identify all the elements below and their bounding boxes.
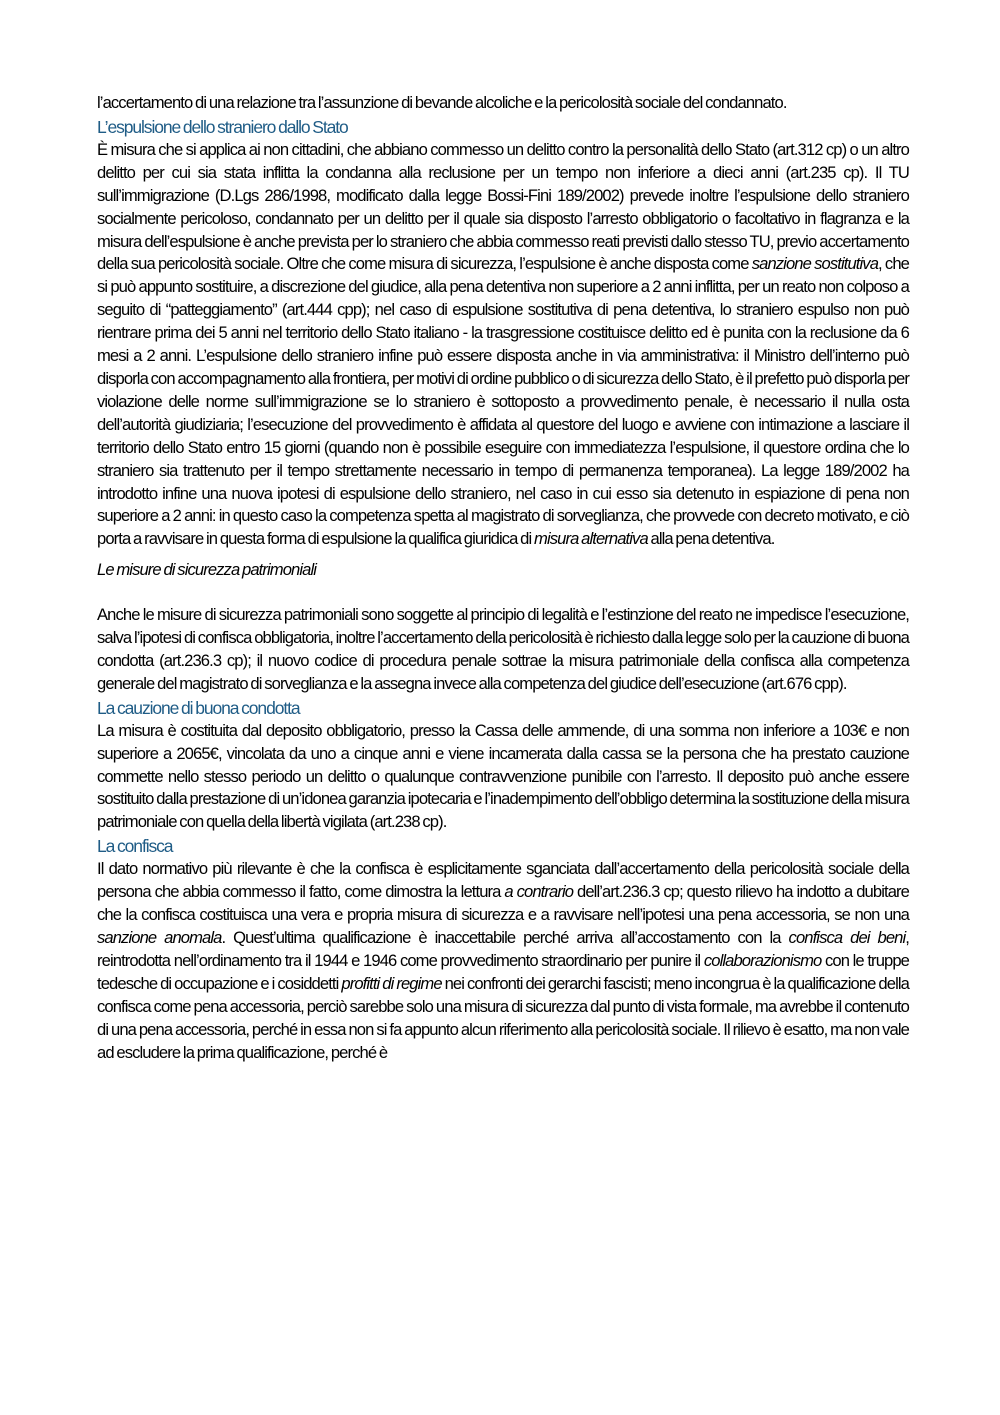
emphasis-profitti-di-regime: profitti di regime bbox=[341, 973, 442, 993]
text-run: Il dato normativo più rilevante è che la confisca è esplicitamente sganciata dall’accertamento della pericolosità sociale della persona che abbia commesso il fatto, come dimostra la lettura bbox=[97, 859, 909, 902]
emphasis-sanzione-sostitutiva: sanzione sostitutiva bbox=[751, 254, 879, 274]
cauzione-paragraph: La misura è costituita dal deposito obbligatorio, presso la Cassa delle ammende, di una somma non inferiore a 103€ e non superiore a 2065€, vincolata da uno a cinque anni e viene incamerata dalla cassa se la persona che ha prestato cauzione commette nello stesso periodo un delitto o qualunque contravvenzione punibile con l’arresto. Il deposito può anche essere sostituito dalla prestazione di un’idonea garanzia ipotecaria e l’inadempimento dell’obbligo determina la sostituzione della misura patrimoniale con quella della libertà vigilata (art.238 cp). bbox=[97, 720, 909, 832]
emphasis-misura-alternativa: misura alternativa bbox=[534, 529, 648, 549]
emphasis-collaborazionismo: collaborazionismo bbox=[703, 950, 822, 970]
section-heading-cauzione: La cauzione di buona condotta bbox=[97, 697, 300, 718]
espulsione-paragraph bbox=[97, 139, 909, 551]
intro-paragraph: l’accertamento di una relazione tra l’assunzione di bevande alcoliche e la pericolosità sociale del condannato. bbox=[97, 93, 787, 112]
text-run: , reintrodotta nell’ordinamento tra il 1944 e 1946 come provvedimento straordinario per punire il bbox=[97, 928, 910, 970]
text-run: dell’art.236.3 cp; questo rilievo ha indotto a dubitare che la confisca costituisca una vera e propria misura di sicurezza e a ravvisare nell’ipotesi una pena accessoria, se non una bbox=[97, 882, 909, 925]
text-run: . Quest’ultima qualificazione è inaccettabile perché arriva all’accostamento con la bbox=[221, 928, 789, 947]
emphasis-a-contrario: a contrario bbox=[504, 882, 574, 902]
text-run: con le truppe tedesche di occupazione e i cosiddetti bbox=[97, 950, 910, 993]
confisca-paragraph bbox=[97, 858, 909, 1064]
patrimoniali-paragraph: Anche le misure di sicurezza patrimoniali sono soggette al principio di legalità e l’estinzione del reato ne impedisce l’esecuzione, salva l’ipotesi di confisca obbligatoria, inoltre l’accertamento della pericolosità è richiesto dalla legge solo per la cauzione di buona condotta (art.236.3 cp); il nuovo codice di procedura penale sottrae la misura patrimoniale della confisca alla competenza generale del magistrato di sorveglianza e la assegna invece alla competenza del giudice dell’esecuzione (art.676 cpp). bbox=[97, 605, 909, 693]
text-run: nei confronti dei gerarchi fascisti; meno incongrua è la qualificazione della confisca come pena accessoria, perciò sarebbe solo una misura di sicurezza dal punto di vista formale, ma avrebbe il contenuto di una pena accessoria, perché in essa non si fa appunto alcun riferimento alla pericolosità sociale. Il rilievo è esatto, ma non vale ad escludere la prima qualificazione, perché è bbox=[97, 973, 909, 1062]
section-heading-confisca: La confisca bbox=[97, 836, 173, 857]
text-run: È misura che si applica ai non cittadini, che abbiano commesso un delitto contro la personalità dello Stato (art.312 cp) o un altro delitto per cui sia stata inflitta la condanna alla reclusione per un tempo non inferiore a dieci anni (art.235 cp). Il TU sull’immigrazione (D.Lgs 286/1998, modificato dalla legge Bossi-Fini 189/2002) prevede inoltre l’espulsione dello straniero socialmente pericoloso, condannato per un delitto per il quale sia disposto l’arresto obbligatorio o facoltativo in flagranza e la misura dell’espulsione è anche prevista per lo straniero che abbia commesso reati previsti dallo stesso TU, previo accertamento della sua pericolosità sociale. Oltre che come misura di sicurezza, l’espulsione è anche disposta come bbox=[97, 139, 909, 274]
emphasis-confisca-dei-beni: confisca dei beni bbox=[788, 928, 906, 947]
subheading-patrimoniali: Le misure di sicurezza patrimoniali bbox=[97, 560, 317, 580]
document-page bbox=[97, 92, 909, 1064]
text-run: alla pena detentiva. bbox=[647, 529, 775, 549]
text-run: , che si può appunto sostituire, a discrezione del giudice, alla pena detentiva non superiore a 2 anni inflitta, per un reato non colposo a seguito di “patteggiamento” (art.444 cpp); nel caso di espulsione sostitutiva di pena detentiva, lo straniero espulso non può rientrare prima dei 5 anni nel territorio dello Stato italiano - la trasgressione costituisce delitto ed è punita con la reclusione da 6 mesi a 2 anni. L’espulsione dello straniero infine può essere disposta anche in via amministrativa: il Ministro dell’interno può disporla con accompagnamento alla frontiera, per motivi di ordine pubblico o di sicurezza dello Stato, è il prefetto può disporla per violazione delle norme sull’immigrazione se lo straniero è sottoposto a provvedimento penale, è necessario il nulla osta dell’autorità giudiziaria; l’esecuzione del provvedimento è affidata al questore del luogo e avviene con intimazione a lasciare il territorio dello Stato entro 15 giorni (quando non è possibile eseguire con immediatezza l’espulsione, il questore ordina che lo straniero sia trattenuto per il tempo strettamente necessario in tempo di permanenza temporanea). La legge 189/2002 ha introdotto infine una nuova ipotesi di espulsione dello straniero, nel caso in cui esso sia detenuto in espiazione di pena non superiore a 2 anni: in questo caso la competenza spetta al magistrato di sorveglianza, che provvede con decreto motivato, e ciò porta a ravvisare in questa forma di espulsione la qualifica giuridica di bbox=[97, 254, 909, 549]
emphasis-sanzione-anomala: sanzione anomala bbox=[97, 928, 222, 947]
section-heading-espulsione: L’espulsione dello straniero dallo Stato bbox=[97, 116, 348, 137]
